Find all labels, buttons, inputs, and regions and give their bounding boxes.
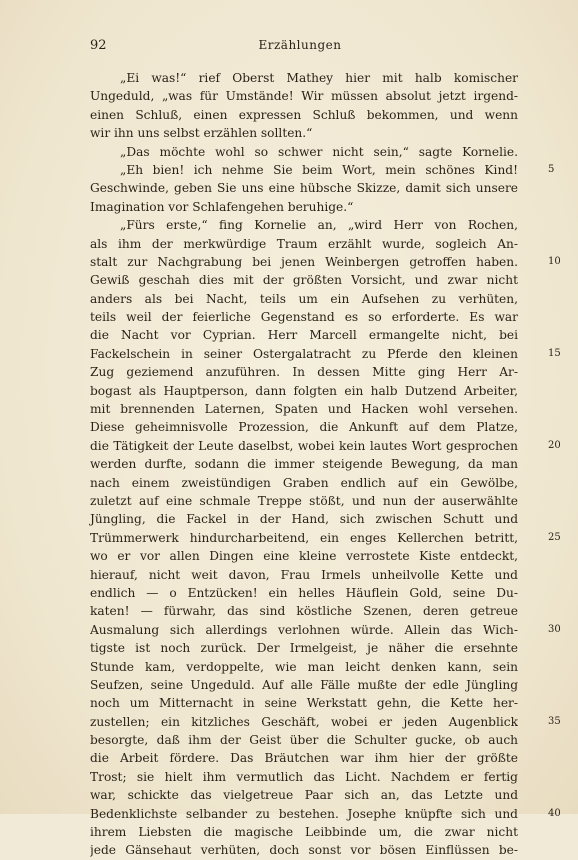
- text-line-content: wir ihn uns selbst erzählen sollten.“: [90, 126, 313, 141]
- text-line-content: „Fürs erste,“ fing Kornelie an, „wird Herr von Rochen,: [120, 218, 518, 233]
- text-line-content: Ausmalung sich allerdings verlohnen würde. Allein das Wich-: [90, 622, 518, 637]
- text-line: [90, 308, 518, 326]
- line-number: 15: [548, 347, 561, 359]
- text-line-content: anders als bei Nacht, teils um ein Aufsehen zu verhüten,: [90, 291, 518, 306]
- text-line: [90, 841, 518, 859]
- text-line: [90, 731, 518, 749]
- text-line: [90, 529, 518, 547]
- text-line: [90, 584, 518, 602]
- text-line-content: „Ei was!“ rief Oberst Mathey hier mit halb komischer: [120, 71, 518, 85]
- text-line: [90, 749, 518, 767]
- running-head: Erzählungen: [258, 38, 342, 52]
- text-line-content: endlich — o Entzücken! ein helles Häuflein Gold, seine Du-: [90, 585, 518, 600]
- text-line: [90, 363, 518, 381]
- text-line-content: Jüngling, die Fackel in der Hand, sich zwischen Schutt und: [90, 512, 518, 527]
- text-line: [90, 290, 518, 308]
- text-line-content: Stunde kam, verdoppelte, wie man leicht denken kann, sein: [90, 659, 518, 674]
- text-line-content: Trümmerwerk hindurcharbeitend, ein enges Kellerchen betritt,: [90, 530, 518, 545]
- text-line-content: hierauf, nicht weit davon, Frau Irmels unheilvolle Kette und: [90, 567, 518, 582]
- text-line-content: die Tätigkeit der Leute daselbst, wobei kein lautes Wort gesprochen: [90, 438, 518, 453]
- text-line: [90, 400, 518, 418]
- text-line-content: zustellen; ein kitzliches Geschäft, wobei er jeden Augenblick: [90, 714, 518, 729]
- text-line-content: bogast als Hauptperson, dann folgten ein halb Dutzend Arbeiter,: [90, 383, 518, 398]
- line-number: 5: [548, 163, 555, 175]
- text-line: [90, 271, 518, 289]
- text-line: [90, 69, 518, 87]
- text-line: [90, 474, 518, 492]
- text-line-content: „Das möchte wohl so schwer nicht sein,“ sagte Kornelie.: [120, 144, 518, 159]
- text-line: [90, 658, 518, 676]
- line-number: 10: [548, 255, 561, 267]
- text-line: [90, 713, 518, 731]
- line-number: 20: [548, 439, 561, 451]
- body-text: [90, 69, 561, 860]
- text-line-content: jede Gänsehaut verhüten, doch sonst vor bösen Einflüssen be-: [90, 843, 518, 858]
- text-line: [90, 124, 518, 142]
- text-line-content: einen Schluß, einen expressen Schluß bekommen, und wenn: [90, 107, 518, 122]
- text-line-content: war, schickte das vielgetreue Paar sich an, das Letzte und: [90, 788, 518, 803]
- text-line: [90, 437, 518, 455]
- text-line: [90, 455, 518, 473]
- text-line-content: die Nacht vor Cyprian. Herr Marcell ermangelte nicht, bei: [90, 328, 518, 343]
- text-line-content: teils weil der feierliche Gegenstand es so erforderte. Es war: [90, 310, 518, 325]
- line-number: 35: [548, 715, 561, 727]
- text-line: [90, 621, 518, 639]
- page-header: [90, 38, 510, 54]
- text-line-content: tigste ist noch zurück. Der Irmelgeist, je näher die ersehnte: [90, 641, 518, 656]
- text-line: [90, 492, 518, 510]
- text-line: [90, 547, 518, 565]
- text-line: [90, 382, 518, 400]
- line-number: 25: [548, 531, 561, 543]
- text-line-content: Gewiß geschah dies mit der größten Vorsicht, und zwar nicht: [90, 273, 518, 288]
- text-line-content: Diese geheimnisvolle Prozession, die Ankunft auf dem Platze,: [90, 420, 518, 435]
- text-line-content: Geschwinde, geben Sie uns eine hübsche Skizze, damit sich unsere: [90, 181, 518, 196]
- text-line-content: nach einem zweistündigen Graben endlich auf ein Gewölbe,: [90, 475, 518, 490]
- text-line-content: Zug geziemend anzuführen. In dessen Mitte ging Herr Ar-: [90, 365, 518, 380]
- text-line-content: die Arbeit fördere. Das Bräutchen war ihm hier der größte: [90, 751, 518, 766]
- text-line: [90, 768, 518, 786]
- text-line-content: Imagination vor Schlafengehen beruhige.“: [90, 199, 354, 214]
- text-line: [90, 253, 518, 271]
- text-line: [90, 106, 518, 124]
- text-line-content: stalt zur Nachgrabung bei jenen Weinbergen getroffen haben.: [90, 254, 518, 269]
- text-line-content: ihrem Liebsten die magische Leibbinde um, die zwar nicht: [90, 825, 518, 840]
- text-line-content: „Eh bien! ich nehme Sie beim Wort, mein schönes Kind!: [120, 162, 518, 177]
- text-line-content: wo er vor allen Dingen eine kleine verrostete Kiste entdeckt,: [90, 549, 518, 564]
- text-line: [90, 161, 518, 179]
- text-line: [90, 179, 518, 197]
- text-line: [90, 566, 518, 584]
- line-number: 30: [548, 623, 561, 635]
- text-line-content: werden durfte, sodann die immer steigende Bewegung, da man: [90, 457, 518, 472]
- text-line: [90, 345, 518, 363]
- text-line-content: zuletzt auf eine schmale Treppe stößt, und nun der auserwählte: [90, 493, 518, 508]
- text-line: [90, 823, 518, 841]
- text-line: [90, 87, 518, 105]
- text-line: [90, 639, 518, 657]
- text-line: [90, 198, 518, 216]
- text-line-content: katen! — fürwahr, das sind köstliche Szenen, deren getreue: [90, 604, 518, 619]
- page-number: 92: [90, 38, 107, 53]
- line-number: 40: [548, 807, 561, 819]
- text-line-content: Fackelschein in seiner Ostergalatracht zu Pferde den kleinen: [90, 346, 518, 361]
- text-line-content: noch um Mitternacht in seine Werkstatt gehn, die Kette her-: [90, 696, 518, 711]
- text-line-content: mit brennenden Laternen, Spaten und Hacken wohl versehen.: [90, 402, 518, 417]
- text-line-content: besorgte, daß ihm der Geist über die Schulter gucke, ob auch: [90, 733, 518, 748]
- text-line: [90, 676, 518, 694]
- text-line: [90, 216, 518, 234]
- text-line-content: Trost; sie hielt ihm vermutlich das Licht. Nachdem er fertig: [90, 769, 518, 784]
- text-line-content: Ungeduld, „was für Umstände! Wir müssen absolut jetzt irgend-: [90, 89, 518, 104]
- text-line-content: Seufzen, seine Ungeduld. Auf alle Fälle mußte der edle Jüngling: [90, 677, 518, 692]
- text-line-content: Bedenklichste selbander zu bestehen. Josephe knüpfte sich und: [90, 806, 518, 821]
- text-line-content: als ihm der merkwürdige Traum erzählt wurde, sogleich An-: [90, 236, 518, 251]
